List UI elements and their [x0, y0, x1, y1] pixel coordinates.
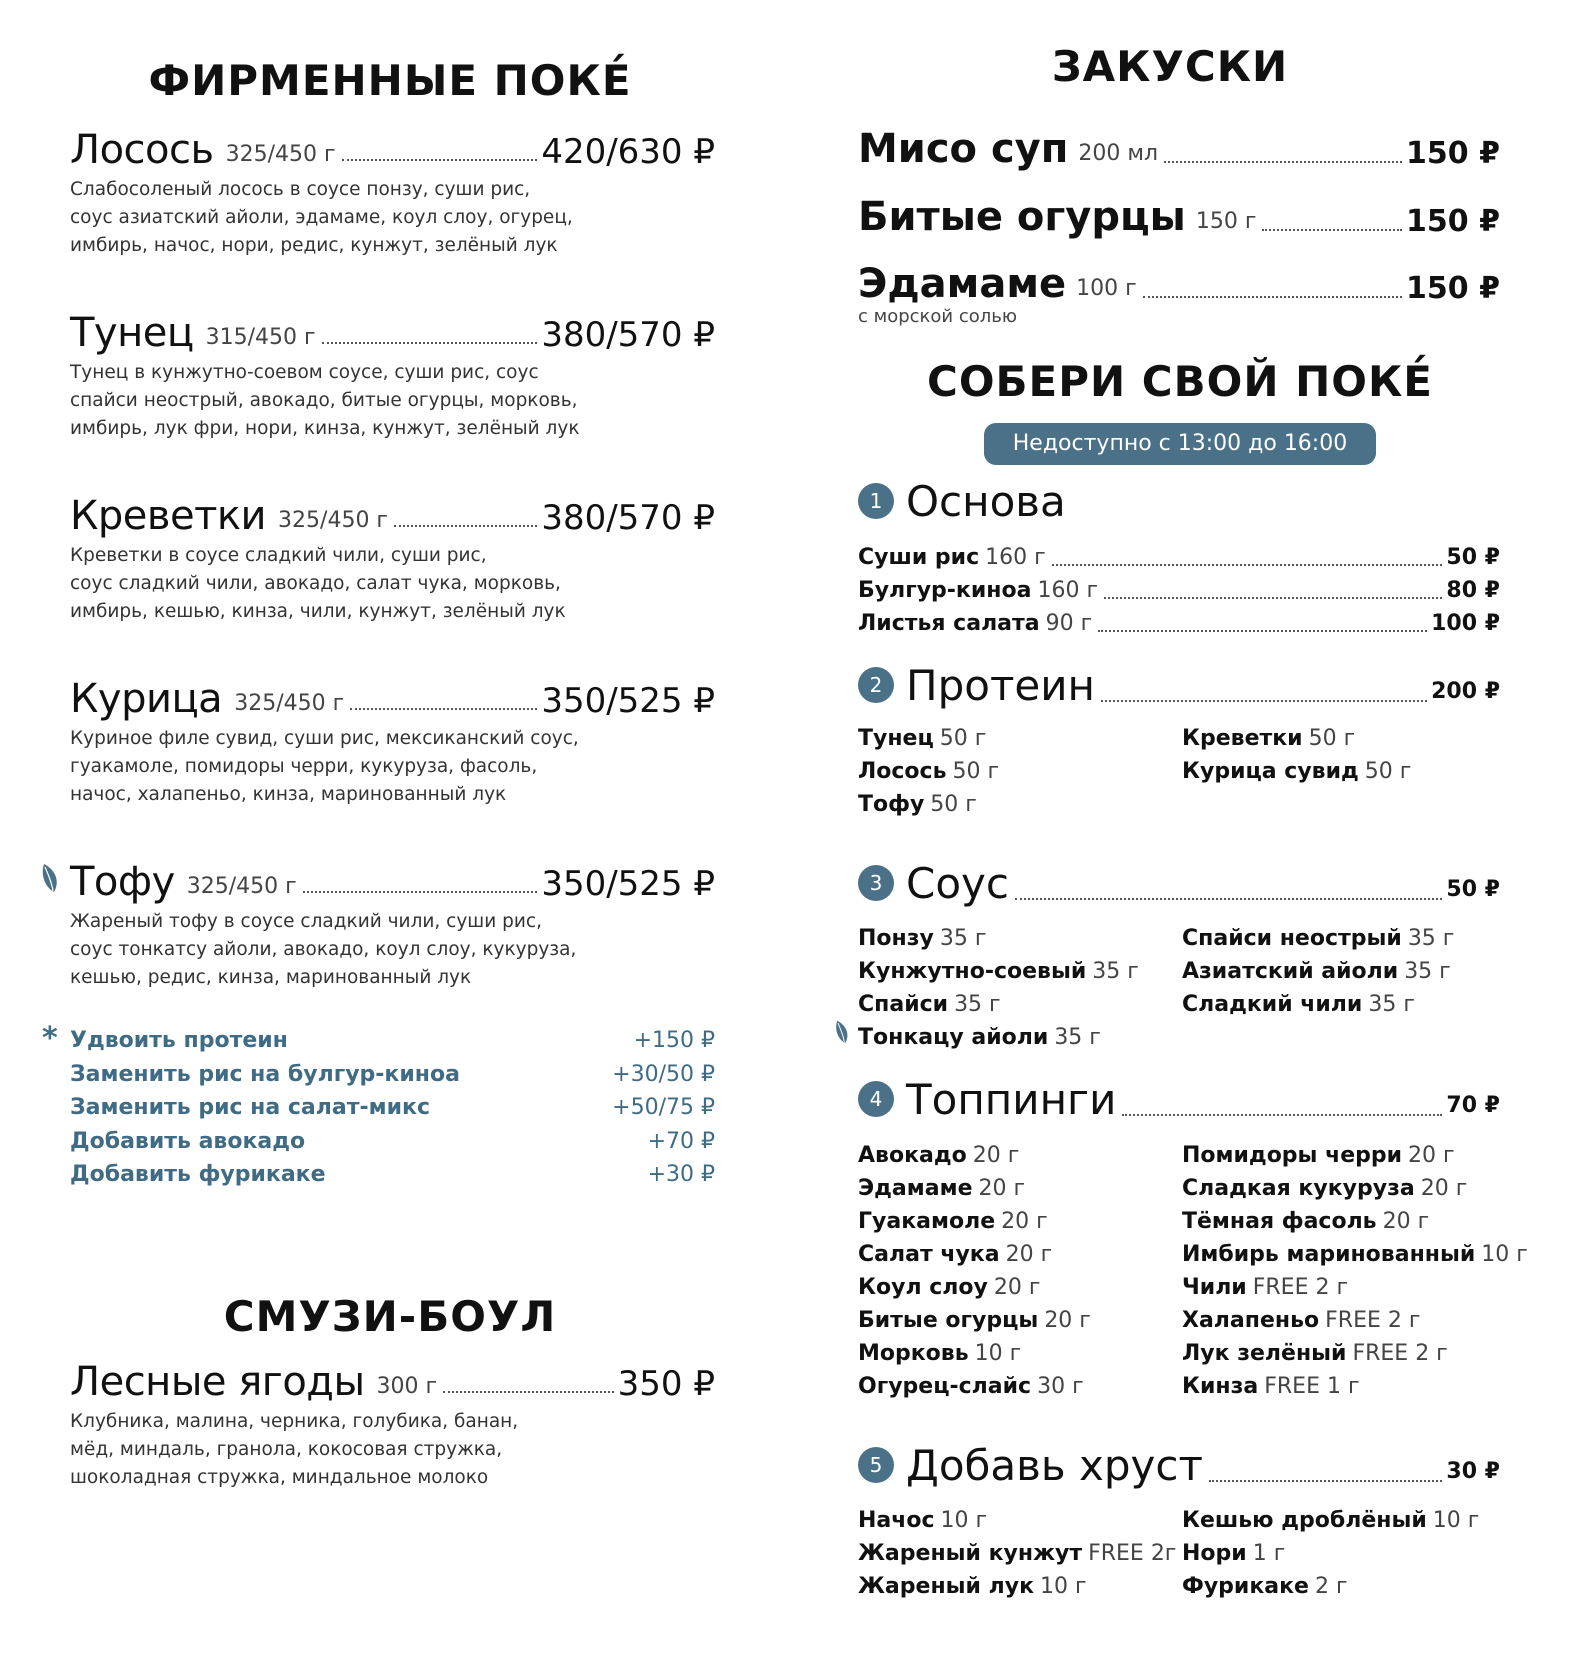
topping-option[interactable]: Сладкая кукуруза 20 г — [1182, 1176, 1468, 1201]
availability-badge: Недоступно с 13:00 до 16:00 — [984, 423, 1376, 465]
step-price: 70 ₽ — [1446, 1093, 1500, 1118]
protein-option[interactable]: Курица сувид 50 г — [1182, 759, 1412, 784]
sauce-option[interactable]: Спайси 35 г — [858, 992, 1001, 1017]
dotted-leader — [303, 891, 538, 893]
dotted-leader — [1164, 161, 1402, 163]
topping-option[interactable]: Чили FREE 2 г — [1182, 1275, 1349, 1300]
sauce-option[interactable]: Азиатский айоли 35 г — [1182, 959, 1451, 984]
dotted-leader — [443, 1391, 614, 1393]
snack-name: Битые огурцы — [858, 194, 1186, 240]
dotted-leader — [1052, 564, 1443, 566]
snack-price: 150 ₽ — [1406, 271, 1500, 306]
dish-name: Тунец — [70, 310, 194, 356]
step-protein — [858, 661, 1500, 711]
topping-option[interactable]: Кинза FREE 1 г — [1182, 1374, 1360, 1399]
step-price: 50 ₽ — [1446, 877, 1500, 902]
dish-description: Креветки в соусе сладкий чили, суши рис, соус сладкий чили, авокадо, салат чука, морковь, имбирь, кешью, кинза, чили, кунжут, зелёный лук — [70, 545, 566, 622]
sauce-option[interactable]: Понзу 35 г — [858, 926, 987, 951]
dish-weight: 325/450 г — [225, 142, 336, 167]
step-title: Добавь хруст — [906, 1441, 1203, 1490]
dotted-leader — [1262, 229, 1402, 231]
step-base — [858, 477, 1500, 527]
crunch-option[interactable]: Кешью дроблёный 10 г — [1182, 1508, 1480, 1533]
dish-weight: 325/450 г — [278, 508, 388, 533]
signature-poke-title: ФИРМЕННЫЕ ПОКЕ́ — [148, 56, 632, 105]
dish-tuna[interactable] — [70, 311, 715, 443]
protein-option[interactable]: Лосось 50 г — [858, 759, 1000, 784]
topping-option[interactable]: Помидоры черри 20 г — [1182, 1143, 1455, 1168]
step-number: 3 — [858, 865, 894, 901]
crunch-option[interactable]: Нори 1 г — [1182, 1541, 1286, 1566]
dish-forest-berries[interactable] — [70, 1360, 715, 1492]
snack-name: Эдамаме — [858, 261, 1067, 307]
asterisk-marker: * — [42, 1021, 58, 1056]
snack-weight: 200 мл — [1078, 141, 1159, 166]
dotted-leader — [1209, 1480, 1442, 1482]
step-title: Основа — [906, 477, 1066, 526]
snack-weight: 150 г — [1195, 209, 1257, 234]
dotted-leader — [1122, 1114, 1442, 1116]
crunch-option[interactable]: Фурикаке 2 г — [1182, 1574, 1348, 1599]
extra-item[interactable]: Заменить рис на салат-микс +50/75 ₽ — [70, 1095, 715, 1120]
step-title: Топпинги — [906, 1075, 1117, 1124]
step-crunch — [858, 1441, 1500, 1491]
base-option[interactable]: Листья салата 90 г 100 ₽ — [858, 611, 1500, 636]
build-your-poke-title: СОБЕРИ СВОЙ ПОКЕ́ — [927, 357, 1433, 406]
dotted-leader — [1104, 597, 1442, 599]
dish-description: Слабосоленый лосось в соусе понзу, суши рис, соус азиатский айоли, эдамаме, коул слоу, огурец, имбирь, начос, нори, редис, кунжут, зелёный лук — [70, 179, 573, 256]
dish-name: Курица — [70, 676, 223, 722]
topping-option[interactable]: Имбирь маринованный 10 г — [1182, 1242, 1528, 1267]
snack-price: 150 ₽ — [1406, 136, 1500, 171]
dish-price: 420/630 ₽ — [541, 132, 715, 172]
extra-item[interactable]: Удвоить протеин +150 ₽ — [70, 1028, 715, 1053]
base-option[interactable]: Суши рис 160 г 50 ₽ — [858, 545, 1500, 570]
extra-item[interactable]: Добавить авокадо +70 ₽ — [70, 1128, 715, 1154]
crunch-option[interactable]: Жареный кунжут FREE 2г — [858, 1541, 1177, 1566]
snack-price: 150 ₽ — [1406, 204, 1500, 239]
sauce-option[interactable]: Спайси неострый 35 г — [1182, 926, 1455, 951]
dish-tofu[interactable] — [70, 860, 715, 992]
snack-weight: 100 г — [1076, 276, 1137, 301]
crunch-option[interactable]: Жареный лук 10 г — [858, 1574, 1087, 1599]
step-toppings — [858, 1075, 1500, 1125]
dish-weight: 300 г — [376, 1374, 438, 1399]
step-number: 1 — [858, 483, 894, 519]
dish-price: 350 ₽ — [617, 1364, 715, 1404]
dish-weight: 325/450 г — [186, 874, 297, 899]
dish-description: Жареный тофу в соусе сладкий чили, суши рис, соус тонкатсу айоли, авокадо, коул слоу, кукуруза, кешью, редис, кинза, маринованный лук — [70, 911, 577, 988]
dish-weight: 315/450 г — [205, 325, 316, 350]
dish-name: Креветки — [70, 493, 267, 539]
dish-shrimp[interactable] — [70, 494, 715, 626]
step-price: 30 ₽ — [1446, 1459, 1500, 1484]
topping-option[interactable]: Салат чука 20 г — [858, 1242, 1053, 1267]
dotted-leader — [394, 525, 537, 527]
dish-price: 380/570 ₽ — [541, 498, 715, 538]
edamame-note: с морской солью — [858, 306, 1018, 327]
snack-miso-soup[interactable] — [858, 126, 1500, 172]
extras-list — [70, 1024, 715, 1192]
dish-description: Тунец в кунжутно-соевом соусе, суши рис, соус спайси неострый, авокадо, битые огурцы, морковь, имбирь, лук фри, нори, кинза, кунжут, зелёный лук — [70, 362, 580, 439]
base-option[interactable]: Булгур-киноа 160 г 80 ₽ — [858, 578, 1500, 603]
snack-edamame[interactable] — [858, 261, 1500, 307]
topping-option[interactable]: Морковь 10 г — [858, 1341, 1022, 1366]
topping-option[interactable]: Коул слоу 20 г — [858, 1275, 1041, 1300]
protein-option[interactable]: Тунец 50 г — [858, 726, 987, 751]
dish-salmon[interactable] — [70, 128, 715, 260]
step-title: Протеин — [906, 661, 1095, 710]
topping-option[interactable]: Битые огурцы 20 г — [858, 1308, 1091, 1333]
dish-name: Лосось — [70, 127, 214, 173]
step-title: Соус — [906, 859, 1009, 908]
dish-name: Лесные ягоды — [70, 1359, 365, 1405]
step-number: 5 — [858, 1447, 894, 1483]
dotted-leader — [1143, 296, 1402, 298]
protein-option[interactable]: Тофу 50 г — [858, 792, 977, 817]
snack-name: Мисо суп — [858, 126, 1069, 172]
step-number: 2 — [858, 667, 894, 703]
leaf-icon — [40, 862, 60, 894]
sauce-option[interactable]: Тонкацу айоли 35 г — [858, 1025, 1101, 1050]
step-number: 4 — [858, 1081, 894, 1117]
dotted-leader — [1101, 700, 1427, 702]
topping-option[interactable]: Тёмная фасоль 20 г — [1182, 1209, 1430, 1234]
topping-option[interactable]: Авокадо 20 г — [858, 1143, 1020, 1168]
dish-price: 350/525 ₽ — [541, 864, 715, 904]
dotted-leader — [342, 159, 538, 161]
dotted-leader — [322, 342, 538, 344]
topping-option[interactable]: Лук зелёный FREE 2 г — [1182, 1341, 1448, 1366]
leaf-icon — [834, 1019, 850, 1045]
topping-option[interactable]: Гуакамоле 20 г — [858, 1209, 1048, 1234]
topping-option[interactable]: Огурец-слайс 30 г — [858, 1374, 1084, 1399]
dish-description: Куриное филе сувид, суши рис, мексиканский соус, гуакамоле, помидоры черри, кукуруза, фасоль, начос, халапеньо, кинза, маринованный лук — [70, 728, 579, 805]
topping-option[interactable]: Халапеньо FREE 2 г — [1182, 1308, 1421, 1333]
dotted-leader — [1015, 898, 1442, 900]
crunch-option[interactable]: Начос 10 г — [858, 1508, 988, 1533]
sauce-option[interactable]: Сладкий чили 35 г — [1182, 992, 1415, 1017]
snacks-title: ЗАКУСКИ — [1051, 42, 1289, 91]
extra-item[interactable]: Заменить рис на булгур-киноа +30/50 ₽ — [70, 1061, 715, 1087]
dish-price: 380/570 ₽ — [541, 315, 715, 355]
step-sauce — [858, 859, 1500, 909]
extra-item[interactable]: Добавить фурикаке +30 ₽ — [70, 1162, 715, 1187]
smoothie-bowl-title: СМУЗИ-БОУЛ — [223, 1292, 557, 1341]
topping-option[interactable]: Эдамаме 20 г — [858, 1176, 1026, 1201]
protein-option[interactable]: Креветки 50 г — [1182, 726, 1356, 751]
dish-chicken[interactable] — [70, 677, 715, 809]
sauce-option[interactable]: Кунжутно-соевый 35 г — [858, 959, 1139, 984]
dish-name: Тофу — [70, 859, 175, 905]
dish-weight: 325/450 г — [234, 691, 345, 716]
dish-description: Клубника, малина, черника, голубика, банан, мёд, миндаль, гранола, кокосовая стружка, шоколадная стружка, миндальное молоко — [70, 1411, 519, 1488]
step-price: 200 ₽ — [1431, 679, 1500, 704]
dotted-leader — [350, 708, 537, 710]
dotted-leader — [1098, 630, 1427, 632]
dish-price: 350/525 ₽ — [541, 681, 715, 721]
snack-smashed-cucumbers[interactable] — [858, 194, 1500, 240]
